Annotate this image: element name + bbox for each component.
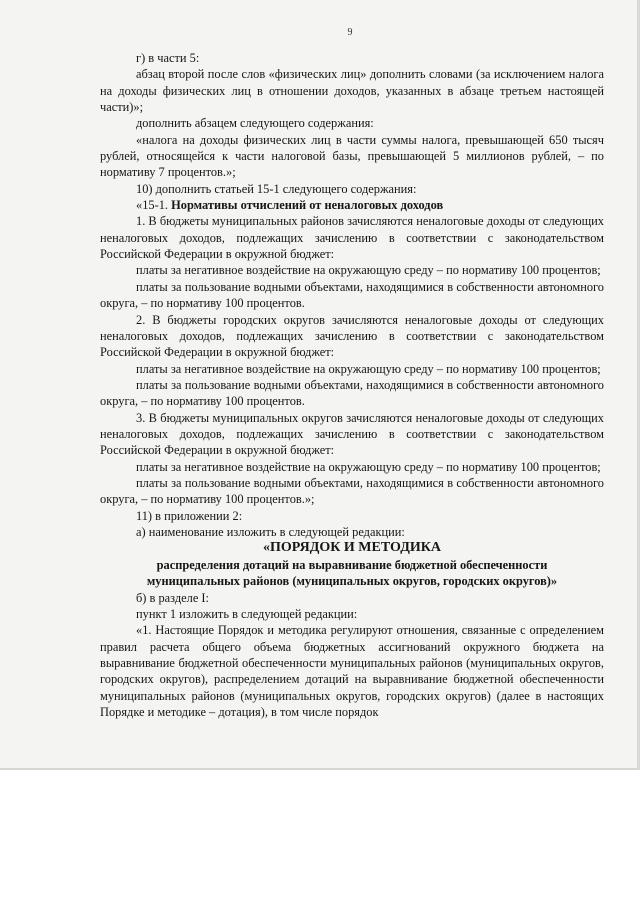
- appendix-subtitle: [100, 557, 604, 573]
- paragraph: «1. Настоящие Порядок и методика регулируют отношения, связанные с определением правил расчета общего объема бюджетных ассигнований окружного бюджета на выравнивание бюджетной обеспеченности муниципальных районов (муниципальных округов, городских округов), распределением дотаций на выравнивание бюджетной обеспеченности муниципальных районов (муниципальных округов, городских округов) (далее в настоящих Порядке и методике – дотация), в том числе порядок: [100, 623, 604, 719]
- page-bottom-edge: [0, 768, 640, 770]
- paragraph: дополнить абзацем следующего содержания:: [136, 116, 374, 131]
- paragraph: платы за негативное воздействие на окружающую среду – по нормативу 100 процентов;: [136, 361, 601, 376]
- paragraph: 10) дополнить статьей 15-1 следующего содержания:: [136, 181, 417, 196]
- paragraph: б) в разделе I:: [136, 590, 209, 605]
- page-number: 9: [347, 27, 353, 38]
- paragraph: пункт 1 изложить в следующей редакции:: [136, 606, 358, 621]
- paragraph: «налога на доходы физических лиц в части суммы налога, превышающей 650 тысяч рублей, относящейся к части налоговой базы, превышающей 5 миллионов рублей, – по нормативу 7 процентов.»;: [100, 132, 604, 180]
- paragraph: платы за пользование водными объектами, находящимися в собственности автономного округа, – по нормативу 100 процентов.: [100, 377, 604, 409]
- paragraph: г) в части 5:: [136, 51, 200, 65]
- paragraph: 2. В бюджеты городских округов зачисляются неналоговые доходы от следующих неналоговых доходов, подлежащих зачислению в соответствии с законодательством Российской Федерации в окружной бюджет:: [100, 312, 604, 360]
- paragraph: платы за пользование водными объектами, находящимися в собственности автономного округа, – по нормативу 100 процентов.: [100, 279, 604, 311]
- article-heading-title: Нормативы отчислений от неналоговых доходов: [171, 198, 444, 213]
- appendix-title-line2: распределения дотаций на выравнивание бюджетной обеспеченности: [156, 557, 548, 572]
- appendix-title-line1: «ПОРЯДОК И МЕТОДИКА: [263, 540, 441, 556]
- article-heading-prefix: «15-1.: [136, 198, 172, 213]
- document-body: [100, 50, 604, 720]
- paragraph: 3. В бюджеты муниципальных округов зачисляются неналоговые доходы от следующих неналоговых доходов, подлежащих зачислению в соответствии с законодательством Российской Федерации в окружной бюджет:: [100, 410, 604, 458]
- appendix-subtitle: [100, 573, 604, 589]
- paragraph: 1. В бюджеты муниципальных районов зачисляются неналоговые доходы от следующих неналоговых доходов, подлежащих зачислению в соответствии с законодательством Российской Федерации в окружной бюджет:: [100, 214, 604, 262]
- paragraph: 11) в приложении 2:: [136, 508, 243, 523]
- article-heading: [100, 197, 604, 213]
- paragraph: а) наименование изложить в следующей редакции:: [136, 524, 405, 539]
- paragraph: абзац второй после слов «физических лиц» дополнить словами (за исключением налога на доходы физических лиц в отношении доходов, указанных в абзаце третьем настоящей части)»;: [100, 67, 604, 115]
- paragraph: платы за негативное воздействие на окружающую среду – по нормативу 100 процентов;: [136, 263, 601, 278]
- appendix-title: [100, 540, 604, 557]
- paragraph: платы за пользование водными объектами, находящимися в собственности автономного округа, – по нормативу 100 процентов.»;: [100, 475, 604, 507]
- appendix-title-line3: муниципальных районов (муниципальных округов, городских округов)»: [146, 574, 558, 589]
- paragraph: платы за негативное воздействие на окружающую среду – по нормативу 100 процентов;: [136, 459, 601, 474]
